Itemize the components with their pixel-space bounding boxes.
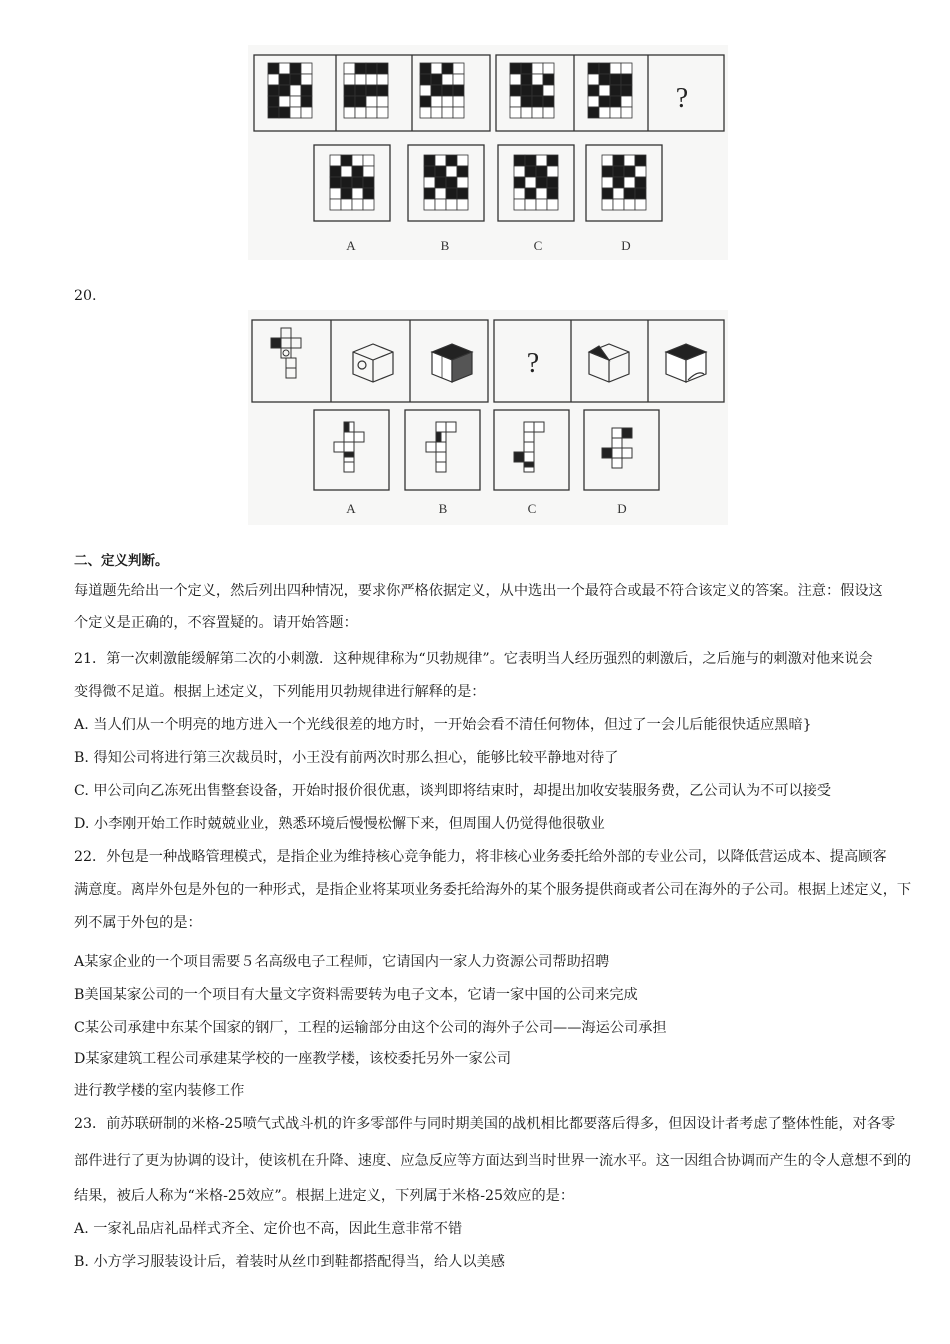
figure-20-label-a: A	[346, 501, 356, 516]
q23-stem-line-3: 结果，被后人称为“米格-25效应”。根据上进定义，下列属于米格-25效应的是：	[74, 1188, 575, 1204]
q22-stem-line-3: 列不属于外包的是：	[74, 915, 202, 931]
q21-stem-line-1: 21．第一次刺激能缓解第二次的小刺激．这种规律称为“贝勃规律”。它表明当人经历强烈的刺激后，之后施与的刺激对他来说会	[74, 651, 873, 667]
q23-stem-line-2: 部件进行了更为协调的设计，使该机在升降、速度、应急反应等方面达到当时世界一流水平。这一因组合协调而产生的令人意想不到的	[74, 1153, 912, 1169]
q22-stem-line-2: 满意度。离岸外包是外包的一种形式，是指企业将某项业务委托给海外的某个服务提供商或者公司在海外的子公司。根据上述定义，下	[74, 882, 912, 898]
grid-pattern-icon	[344, 63, 388, 118]
option-grid-icon	[514, 155, 558, 210]
q23-option-a: A. 一家礼品店礼品样式齐全、定价也不高，因此生意非常不错	[74, 1221, 463, 1237]
q23-option-b: B. 小方学习服装设计后，着装时从丝巾到鞋都搭配得当，给人以美感	[74, 1254, 505, 1270]
q22-option-d: D某家建筑工程公司承建某学校的一座教学楼，该校委托另外一家公司	[74, 1051, 512, 1067]
figure-19-label-d: D	[621, 238, 631, 253]
option-grid-icon	[424, 155, 468, 210]
q22-option-a: A某家企业的一个项目需要５名高级电子工程师，它请国内一家人力资源公司帮助招聘	[74, 954, 610, 970]
q23-stem-line-1: 23．前苏联研制的米格-25喷气式战斗机的许多零部件与同时期美国的战机相比都要落后得多，但因设计者考虑了整体性能，对各零	[74, 1116, 896, 1132]
figure-20-question-mark: ?	[526, 348, 540, 379]
q22-option-c: C某公司承建中东某个国家的钢厂，工程的运输部分由这个公司的海外子公司——海运公司承担	[74, 1020, 667, 1036]
figure-20-label-b: B	[438, 501, 448, 516]
grid-pattern-icon	[588, 63, 632, 118]
q21-option-d: D. 小李刚开始工作时兢兢业业，熟悉环境后慢慢松懈下来，但周围人仍觉得他很敬业	[74, 816, 605, 832]
figure-20-label-c: C	[527, 501, 537, 516]
q21-option-c: C. 甲公司向乙冻死出售整套设备，开始时报价很优惠，谈判即将结束时，却提出加收安装服务费，乙公司认为不可以接受	[74, 783, 832, 799]
intro-line-1: 每道题先给出一个定义，然后列出四种情况，要求你严格依据定义，从中选出一个最符合或最不符合该定义的答案。注意：假设这	[74, 583, 883, 599]
figure-20-label-d: D	[617, 501, 627, 516]
grid-pattern-icon	[510, 63, 554, 118]
figure-19-question-mark: ?	[675, 83, 689, 114]
q21-stem-line-2: 变得微不足道。根据上述定义，下列能用贝勃规律进行解释的是：	[74, 684, 486, 700]
figure-19-label-a: A	[346, 238, 356, 253]
option-grid-icon	[330, 155, 374, 210]
grid-pattern-icon	[268, 63, 312, 118]
intro-line-2: 个定义是正确的，不容置疑的。请开始答题：	[74, 615, 358, 631]
figure-20-cube-puzzle	[248, 310, 728, 525]
cube-dark-icon	[432, 344, 472, 382]
figure-19-grid-puzzle	[248, 45, 728, 260]
q22-option-d-continued: 进行教学楼的室内装修工作	[74, 1083, 245, 1099]
question-20-number: 20.	[74, 288, 97, 304]
figure-19-label-c: C	[533, 238, 543, 253]
figure-19-label-b: B	[440, 238, 450, 253]
q21-option-b: B. 得知公司将进行第三次裁员时，小王没有前两次时那么担心，能够比较平静地对待了	[74, 750, 619, 766]
grid-pattern-icon	[420, 63, 464, 118]
q22-stem-line-1: 22．外包是一种战略管理模式，是指企业为维持核心竞争能力，将非核心业务委托给外部的专业公司，以降低营运成本、提高顾客	[74, 849, 887, 865]
cube-dark-top-icon	[666, 344, 706, 382]
q22-option-b: B美国某家公司的一个项目有大量文字资料需要转为电子文本，它请一家中国的公司来完成	[74, 987, 638, 1003]
section-title: 二、定义判断。	[74, 553, 169, 569]
q21-option-a: A. 当人们从一个明亮的地方进入一个光线很差的地方时，一开始会看不清任何物体，但过了一会儿后能很快适应黑暗}	[74, 717, 812, 733]
option-grid-icon	[602, 155, 646, 210]
